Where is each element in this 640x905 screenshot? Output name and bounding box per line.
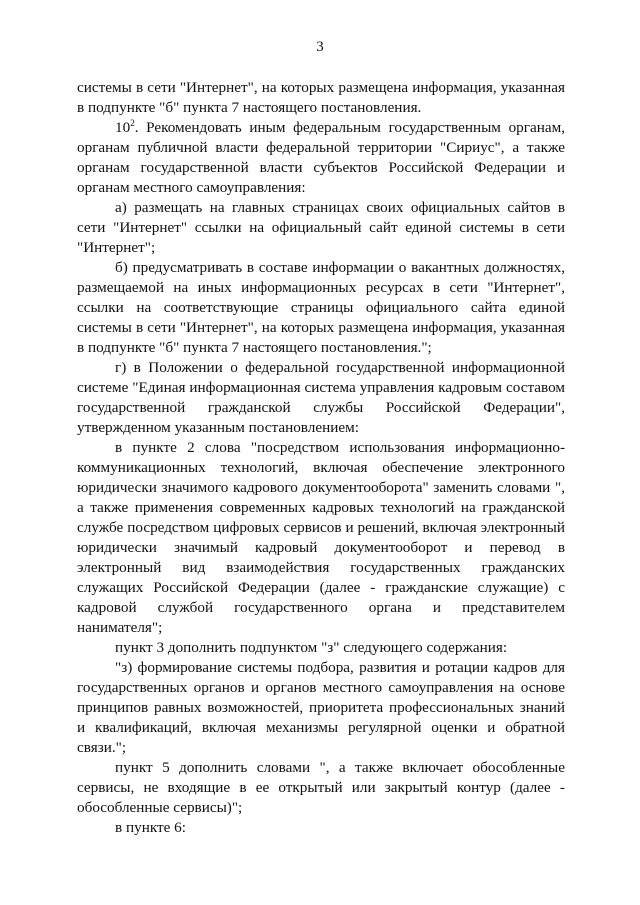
- paragraph-item-10-2: $10^2$. Рекомендовать иным федеральным государственным органам, органам публичной власти федеральной территории "Сириус", а также органам государственной власти субъектов Российской Федерации и органам местного самоуправления:: [77, 118, 566, 196]
- paragraph-continuation: системы в сети "Интернет", на которых размещена информация, указанная в подпункте "б" пункта 7 настоящего постановления.: [77, 79, 565, 116]
- paragraph-point-2: в пункте 2 слова "посредством использования информационно-коммуникационных технологий, включая обеспечение электронного юридически значимого кадрового документооборота" заменить словами ", а также применения современных кадровых технологий на гражданской службе посредством цифровых сервисов и решений, включая электронный юридически значимый кадровый документооборот и перевод в электронный вид взаимодействия государственных гражданских служащих Российской Федерации (далее - гражданские служащие) с кадровой службой государственного органа и представителем нанимателя";: [77, 439, 565, 636]
- paragraph-subitem-g: г) в Положении о федеральной государственной информационной системе "Единая информационная система управления кадровым составом государственной гражданской службы Российской Федерации", утвержденном указанным постановлением:: [77, 359, 565, 436]
- document-body: [77, 78, 565, 838]
- paragraph-point-3: пункт 3 дополнить подпунктом "з" следующего содержания:: [115, 639, 508, 656]
- paragraph-point-5: пункт 5 дополнить словами ", а также включает обособленные сервисы, не входящие в ее открытый или закрытый контур (далее - обособленные сервисы)";: [77, 759, 565, 816]
- paragraph-subitem-b: б) предусматривать в составе информации о вакантных должностях, размещаемой на иных информационных ресурсах в сети "Интернет", ссылки на соответствующие страницы официального сайта единой системы в сети "Интернет", на которых размещена информация, указанная в подпункте "б" пункта 7 настоящего постановления.";: [77, 259, 565, 356]
- paragraph-subitem-a: а) размещать на главных страницах своих официальных сайтов в сети "Интернет" ссылки на официальный сайт единой системы в сети "Интернет";: [77, 199, 565, 256]
- paragraph-point-6: в пункте 6:: [115, 819, 186, 836]
- paragraph-subpoint-z: "з) формирование системы подбора, развития и ротации кадров для государственных органов и органов местного самоуправления на основе принципов равных возможностей, приоритета профессиональных знаний и квалификаций, включая механизмы регулярной оценки и обратной связи.";: [77, 659, 565, 756]
- item-number: $10^2$.: [115, 118, 139, 136]
- page-number: 3: [316, 39, 324, 55]
